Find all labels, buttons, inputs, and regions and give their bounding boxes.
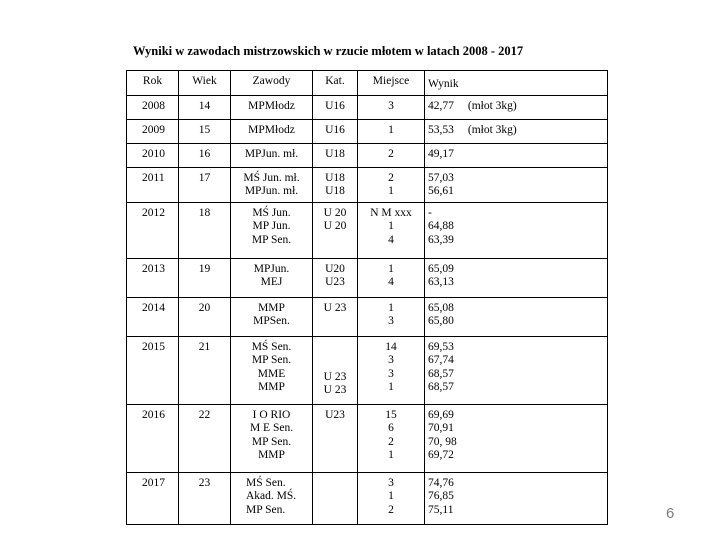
wiek-line: 14	[198, 99, 211, 112]
rok-line: 2016	[142, 408, 165, 421]
table-row	[127, 472, 608, 524]
wynik-line: 53,53	[428, 123, 454, 136]
cell-wiek	[179, 297, 231, 336]
cell-miejsce	[358, 95, 425, 119]
wiek-line: 21	[198, 340, 211, 353]
miejsce-line: 3	[388, 315, 394, 327]
cell-wynik	[425, 143, 608, 167]
miejsce-line: 2	[388, 435, 394, 448]
cell-wynik	[425, 202, 608, 258]
wiek-line: 23	[198, 476, 211, 489]
cell-rok	[127, 297, 179, 336]
cell-kat	[313, 404, 358, 472]
table-header-row	[127, 71, 608, 96]
wynik-line: 63,39	[428, 233, 454, 246]
cell-wiek	[179, 258, 231, 297]
wynik-line: 74,76	[428, 476, 454, 489]
wynik-line: 65,09	[428, 262, 454, 275]
results-body	[127, 95, 608, 524]
miejsce-line: 1	[388, 381, 394, 393]
kat-line: U23	[325, 276, 345, 288]
wynik-line: 68,57	[428, 367, 454, 380]
wynik-line: 42,77	[428, 99, 454, 112]
cell-wiek	[179, 472, 231, 524]
cell-kat	[313, 336, 358, 404]
wiek-line: 16	[198, 147, 211, 160]
wynik-line: 67,74	[428, 354, 454, 366]
cell-wiek	[179, 95, 231, 119]
zawody-line: MŚ Jun.	[252, 206, 291, 219]
wiek-line: 17	[198, 171, 211, 184]
kat-line: U20	[325, 262, 345, 275]
wiek-line: 22	[198, 408, 211, 421]
rok-line: 2011	[142, 171, 165, 184]
wynik-line: 68,57	[428, 381, 454, 393]
miejsce-line: 1	[388, 220, 394, 232]
cell-zawody	[231, 472, 313, 524]
miejsce-line: 3	[388, 99, 394, 112]
cell-miejsce	[358, 336, 425, 404]
table-row	[127, 119, 608, 143]
zawody-line: MP Sen.	[251, 233, 292, 246]
zawody-line: I O RIO	[252, 408, 291, 421]
miejsce-line: 1	[388, 449, 394, 461]
kat-line: U 23	[323, 370, 347, 383]
cell-rok	[127, 119, 179, 143]
cell-miejsce	[358, 143, 425, 167]
wynik-line: 65,08	[428, 301, 454, 314]
rok-line: 2017	[142, 476, 165, 489]
table-row	[127, 167, 608, 202]
table-row	[127, 95, 608, 119]
header-cell: Wiek	[179, 71, 231, 96]
kat-line	[317, 344, 353, 358]
zawody-line: MŚ Jun. mł.	[243, 171, 300, 184]
cell-wynik	[425, 119, 608, 143]
wynik-line: 76,85	[428, 490, 454, 502]
cell-zawody	[231, 202, 313, 258]
wynik-line: 49,17	[428, 147, 454, 160]
kat-line: U 23	[323, 384, 347, 396]
zawody-line: MŚ Sen.	[251, 340, 292, 353]
cell-wiek	[179, 404, 231, 472]
wynik-line: -	[428, 206, 432, 219]
zawody-line: MP Sen.	[251, 354, 292, 366]
cell-wynik	[425, 404, 608, 472]
miejsce-line: 1	[388, 262, 394, 275]
wiek-line: 18	[198, 206, 211, 219]
zawody-line: MPJun. mł.	[244, 185, 299, 197]
cell-rok	[127, 472, 179, 524]
cell-kat	[313, 472, 358, 524]
cell-wynik	[425, 472, 608, 524]
table-row	[127, 143, 608, 167]
cell-zawody	[231, 404, 313, 472]
cell-rok	[127, 167, 179, 202]
cell-wiek	[179, 119, 231, 143]
header-cell: Miejsce	[358, 71, 425, 96]
kat-line: U18	[325, 147, 345, 160]
cell-rok	[127, 258, 179, 297]
cell-wiek	[179, 143, 231, 167]
zawody-line: MMP	[258, 301, 285, 314]
wynik-line: 65,80	[428, 315, 454, 327]
miejsce-line: 4	[388, 276, 394, 288]
cell-rok	[127, 95, 179, 119]
zawody-line: MMP	[258, 449, 285, 461]
rok-line: 2008	[142, 99, 165, 112]
kat-line: U16	[325, 99, 345, 112]
kat-line: U23	[325, 408, 345, 421]
kat-line: U18	[325, 171, 345, 184]
rok-line: 2010	[142, 147, 165, 160]
cell-rok	[127, 202, 179, 258]
cell-miejsce	[358, 258, 425, 297]
cell-zawody	[231, 143, 313, 167]
wynik-line: 69,69	[428, 408, 454, 421]
cell-wynik	[425, 258, 608, 297]
cell-wynik	[425, 95, 608, 119]
header-cell: Rok	[127, 71, 179, 96]
cell-miejsce	[358, 119, 425, 143]
cell-miejsce	[358, 472, 425, 524]
kat-line: U 20	[323, 206, 347, 219]
miejsce-line: 14	[385, 340, 397, 353]
cell-zawody	[231, 119, 313, 143]
zawody-line: MPMłodz	[248, 123, 295, 136]
miejsce-line: 2	[388, 503, 394, 516]
cell-kat	[313, 119, 358, 143]
miejsce-line: 3	[388, 476, 394, 489]
cell-zawody	[231, 297, 313, 336]
cell-kat	[313, 258, 358, 297]
miejsce-line: 1	[388, 301, 394, 314]
wynik-line: 69,53	[428, 340, 454, 353]
page-title: Wyniki w zawodach mistrzowskich w rzucie młotem w latach 2008 - 2017	[133, 44, 524, 58]
zawody-line: MP Jun.	[252, 220, 291, 232]
table-row	[127, 297, 608, 336]
cell-wynik	[425, 167, 608, 202]
kat-line: U 23	[323, 301, 347, 314]
cell-zawody	[231, 336, 313, 404]
cell-miejsce	[358, 202, 425, 258]
table-row	[127, 202, 608, 258]
cell-wiek	[179, 336, 231, 404]
cell-rok	[127, 336, 179, 404]
miejsce-line: N M xxx	[370, 206, 412, 219]
hammer-weight-note: (młot 3kg)	[467, 99, 517, 112]
cell-kat	[313, 297, 358, 336]
header-cell: Zawody	[231, 71, 313, 96]
header-cell: Kat.	[313, 71, 358, 96]
rok-line: 2013	[142, 262, 165, 275]
table-row	[127, 258, 608, 297]
wynik-line: 63,13	[428, 276, 454, 288]
miejsce-line: 1	[388, 123, 394, 136]
kat-line	[317, 357, 353, 371]
cell-kat	[313, 167, 358, 202]
header-cell: Wynik	[425, 71, 608, 96]
cell-wynik	[425, 297, 608, 336]
wynik-line: 75,11	[428, 503, 454, 516]
wynik-line: 69,72	[428, 449, 454, 461]
miejsce-line: 4	[388, 233, 394, 246]
cell-miejsce	[358, 404, 425, 472]
zawody-line: MPSen.	[253, 315, 290, 327]
zawody-line: Akad. MŚ.	[246, 490, 297, 502]
wynik-line: 70, 98	[428, 435, 457, 448]
results-table	[126, 70, 608, 525]
rok-line: 2015	[142, 340, 165, 353]
wiek-line: 19	[198, 262, 211, 275]
table-row	[127, 404, 608, 472]
zawody-line: MMP	[258, 381, 285, 393]
zawody-line: MME	[257, 367, 286, 380]
wiek-line: 15	[198, 123, 211, 136]
cell-zawody	[231, 167, 313, 202]
cell-wynik	[425, 336, 608, 404]
kat-line: U 20	[323, 220, 347, 232]
slide-number: 6	[666, 505, 675, 522]
wynik-line: 64,88	[428, 220, 454, 232]
miejsce-line: 1	[388, 490, 394, 502]
cell-rok	[127, 143, 179, 167]
cell-zawody	[231, 258, 313, 297]
cell-miejsce	[358, 167, 425, 202]
table-row	[127, 336, 608, 404]
cell-miejsce	[358, 297, 425, 336]
rok-line: 2012	[142, 206, 165, 219]
wynik-line: 57,03	[428, 171, 454, 184]
cell-wiek	[179, 202, 231, 258]
wiek-line: 20	[198, 301, 211, 314]
miejsce-line: 3	[388, 367, 394, 380]
cell-rok	[127, 404, 179, 472]
zawody-line: M E Sen.	[249, 422, 294, 434]
miejsce-line: 2	[388, 147, 394, 160]
miejsce-line: 15	[385, 408, 397, 421]
zawody-line: MPMłodz	[248, 99, 295, 112]
kat-line: U16	[325, 123, 345, 136]
hammer-weight-note: (młot 3kg)	[467, 123, 517, 136]
zawody-line: MPJun. mł.	[244, 147, 299, 160]
cell-wiek	[179, 167, 231, 202]
rok-line: 2014	[142, 301, 165, 314]
kat-line: U18	[325, 185, 345, 197]
rok-line: 2009	[142, 123, 165, 136]
cell-kat	[313, 202, 358, 258]
zawody-line: MPJun.	[253, 262, 290, 275]
zawody-line: MŚ Sen.	[246, 476, 286, 489]
miejsce-line: 3	[388, 354, 394, 366]
zawody-line: MP Sen.	[251, 435, 292, 448]
cell-zawody	[231, 95, 313, 119]
zawody-line: MEJ	[260, 276, 283, 288]
cell-kat	[313, 95, 358, 119]
miejsce-line: 1	[388, 185, 394, 197]
zawody-line: MP Sen.	[246, 503, 286, 516]
wynik-line: 70,91	[428, 422, 454, 434]
wynik-line: 56,61	[428, 185, 454, 197]
miejsce-line: 2	[388, 171, 394, 184]
miejsce-line: 6	[388, 422, 394, 434]
cell-kat	[313, 143, 358, 167]
